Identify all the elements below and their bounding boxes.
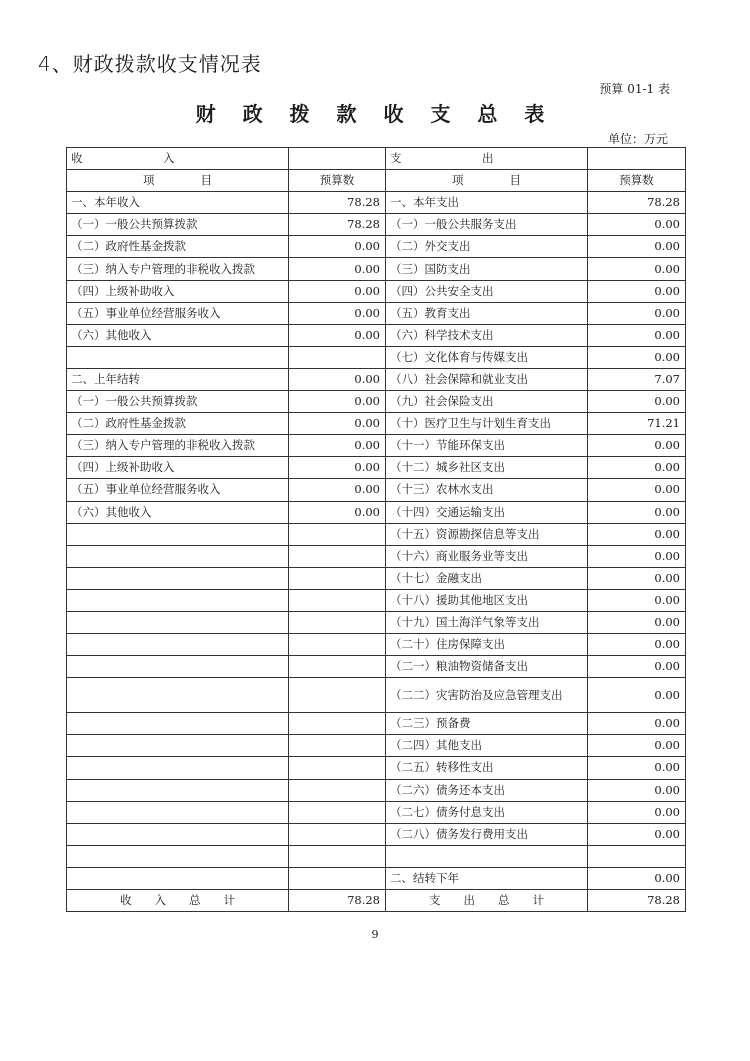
- expense-amount-cell: 0.00: [588, 779, 686, 801]
- income-amount-cell: 0.00: [289, 501, 386, 523]
- table-row: [67, 479, 686, 501]
- expense-amount-cell: 0.00: [588, 391, 686, 413]
- income-amount-cell: [289, 611, 386, 633]
- income-amount-cell: 0.00: [289, 280, 386, 302]
- expense-amount-cell: 0.00: [588, 735, 686, 757]
- budget-table-body: [67, 148, 686, 912]
- table-row: [67, 346, 686, 368]
- income-item-cell: [67, 656, 289, 678]
- table-row: [67, 413, 686, 435]
- table-row: [67, 823, 686, 845]
- income-item-cell: [67, 845, 289, 867]
- income-item-cell: [67, 634, 289, 656]
- income-amount-cell: [289, 567, 386, 589]
- income-amount-cell: [289, 713, 386, 735]
- income-item-cell: （三）纳入专户管理的非税收入拨款: [67, 435, 289, 457]
- expense-amount-cell: 0.00: [588, 757, 686, 779]
- income-item-cell: [67, 567, 289, 589]
- expense-item-cell: （二五）转移性支出: [386, 757, 588, 779]
- table-code: 预算 01-1 表: [599, 82, 670, 96]
- expense-section-header-blank: [588, 148, 686, 170]
- expense-amount-header: 预算数: [588, 170, 686, 192]
- expense-amount-cell: [588, 845, 686, 867]
- expense-item-cell: （四）公共安全支出: [386, 280, 588, 302]
- table-row: [67, 192, 686, 214]
- income-amount-cell: [289, 656, 386, 678]
- income-amount-cell: 0.00: [289, 324, 386, 346]
- expense-item-cell: （二二）灾害防治及应急管理支出: [386, 678, 588, 713]
- expense-amount-cell: 71.21: [588, 413, 686, 435]
- income-amount-cell: [289, 634, 386, 656]
- expense-amount-cell: 0.00: [588, 523, 686, 545]
- section-title: 4、财政拨款收支情况表: [38, 52, 262, 76]
- table-row: [67, 801, 686, 823]
- income-amount-cell: 0.00: [289, 435, 386, 457]
- income-item-cell: [67, 678, 289, 713]
- income-amount-cell: 0.00: [289, 413, 386, 435]
- income-item-cell: [67, 545, 289, 567]
- expense-item-cell: [386, 845, 588, 867]
- expense-amount-cell: 0.00: [588, 280, 686, 302]
- income-item-cell: [67, 611, 289, 633]
- expense-item-cell: （七）文化体育与传媒支出: [386, 346, 588, 368]
- expense-amount-cell: 0.00: [588, 545, 686, 567]
- income-item-cell: [67, 779, 289, 801]
- expense-item-cell: （六）科学技术支出: [386, 324, 588, 346]
- income-amount-cell: 0.00: [289, 258, 386, 280]
- expense-amount-cell: 0.00: [588, 656, 686, 678]
- income-amount-cell: [289, 757, 386, 779]
- expense-amount-cell: 0.00: [588, 678, 686, 713]
- income-amount-cell: 0.00: [289, 391, 386, 413]
- income-amount-cell: 78.28: [289, 214, 386, 236]
- table-row: [67, 545, 686, 567]
- table-row: [67, 567, 686, 589]
- income-item-cell: [67, 823, 289, 845]
- income-item-cell: 二、上年结转: [67, 368, 289, 390]
- expense-amount-cell: 0.00: [588, 324, 686, 346]
- income-item-cell: （二）政府性基金拨款: [67, 236, 289, 258]
- expense-item-cell: （二六）债务还本支出: [386, 779, 588, 801]
- income-item-cell: [67, 346, 289, 368]
- income-item-cell: （五）事业单位经营服务收入: [67, 479, 289, 501]
- income-amount-cell: 78.28: [289, 192, 386, 214]
- expense-amount-cell: 7.07: [588, 368, 686, 390]
- income-item-cell: 一、本年收入: [67, 192, 289, 214]
- income-total-label: 收 入 总 计: [67, 890, 289, 912]
- expense-item-cell: （三）国防支出: [386, 258, 588, 280]
- expense-item-cell: （十三）农林水支出: [386, 479, 588, 501]
- income-amount-cell: [289, 823, 386, 845]
- expense-item-cell: （二七）债务付息支出: [386, 801, 588, 823]
- expense-item-header: 项 目: [386, 170, 588, 192]
- expense-item-cell: （十七）金融支出: [386, 567, 588, 589]
- income-item-cell: （六）其他收入: [67, 501, 289, 523]
- table-row: [67, 391, 686, 413]
- expense-amount-cell: 0.00: [588, 501, 686, 523]
- budget-table: [66, 147, 686, 912]
- table-row: [67, 634, 686, 656]
- expense-total-amount: 78.28: [588, 890, 686, 912]
- income-amount-header: 预算数: [289, 170, 386, 192]
- expense-item-cell: （十九）国土海洋气象等支出: [386, 611, 588, 633]
- income-section-header-blank: [289, 148, 386, 170]
- expense-amount-cell: 0.00: [588, 801, 686, 823]
- income-item-cell: [67, 523, 289, 545]
- expense-total-label: 支 出 总 计: [386, 890, 588, 912]
- expense-item-cell: （二一）粮油物资储备支出: [386, 656, 588, 678]
- table-row: [67, 713, 686, 735]
- table-row: [67, 324, 686, 346]
- expense-amount-cell: 0.00: [588, 567, 686, 589]
- income-item-cell: [67, 735, 289, 757]
- totals-row: [67, 890, 686, 912]
- income-item-cell: （一）一般公共预算拨款: [67, 214, 289, 236]
- income-item-cell: （三）纳入专户管理的非税收入拨款: [67, 258, 289, 280]
- table-row: [67, 368, 686, 390]
- expense-item-cell: （二四）其他支出: [386, 735, 588, 757]
- income-amount-cell: [289, 779, 386, 801]
- expense-amount-cell: 0.00: [588, 479, 686, 501]
- expense-item-cell: （二）外交支出: [386, 236, 588, 258]
- income-item-cell: [67, 757, 289, 779]
- table-row: [67, 236, 686, 258]
- income-amount-cell: [289, 346, 386, 368]
- table-row: [67, 435, 686, 457]
- expense-item-cell: （二十）住房保障支出: [386, 634, 588, 656]
- expense-amount-cell: 78.28: [588, 192, 686, 214]
- income-amount-cell: [289, 523, 386, 545]
- table-row: [67, 678, 686, 713]
- header-row-columns: [67, 170, 686, 192]
- table-row: [67, 735, 686, 757]
- expense-amount-cell: 0.00: [588, 823, 686, 845]
- table-row: [67, 501, 686, 523]
- expense-item-cell: （一）一般公共服务支出: [386, 214, 588, 236]
- income-amount-cell: [289, 801, 386, 823]
- income-amount-cell: [289, 845, 386, 867]
- expense-item-cell: （二三）预备费: [386, 713, 588, 735]
- table-row: [67, 302, 686, 324]
- income-item-cell: （四）上级补助收入: [67, 280, 289, 302]
- page-title: 财 政 拨 款 收 支 总 表: [195, 102, 555, 126]
- income-amount-cell: 0.00: [289, 479, 386, 501]
- table-row: [67, 779, 686, 801]
- expense-item-cell: （十一）节能环保支出: [386, 435, 588, 457]
- income-amount-cell: [289, 867, 386, 889]
- expense-item-cell: （八）社会保障和就业支出: [386, 368, 588, 390]
- income-item-cell: （二）政府性基金拨款: [67, 413, 289, 435]
- income-section-header: 收 入: [67, 148, 289, 170]
- expense-item-cell: （二八）债务发行费用支出: [386, 823, 588, 845]
- expense-item-cell: 一、本年支出: [386, 192, 588, 214]
- table-row: [67, 457, 686, 479]
- expense-amount-cell: 0.00: [588, 611, 686, 633]
- expense-item-cell: （十五）资源勘探信息等支出: [386, 523, 588, 545]
- income-item-cell: [67, 589, 289, 611]
- income-amount-cell: 0.00: [289, 236, 386, 258]
- table-row: [67, 845, 686, 867]
- income-amount-cell: [289, 735, 386, 757]
- expense-amount-cell: 0.00: [588, 634, 686, 656]
- income-item-cell: （四）上级补助收入: [67, 457, 289, 479]
- table-row: [67, 523, 686, 545]
- income-item-cell: （六）其他收入: [67, 324, 289, 346]
- expense-item-cell: （九）社会保险支出: [386, 391, 588, 413]
- expense-amount-cell: 0.00: [588, 302, 686, 324]
- expense-item-cell: （十二）城乡社区支出: [386, 457, 588, 479]
- income-item-cell: [67, 713, 289, 735]
- expense-item-cell: （十四）交通运输支出: [386, 501, 588, 523]
- income-amount-cell: [289, 589, 386, 611]
- table-row: [67, 656, 686, 678]
- table-row: [67, 280, 686, 302]
- expense-amount-cell: 0.00: [588, 435, 686, 457]
- expense-item-cell: （十六）商业服务业等支出: [386, 545, 588, 567]
- expense-amount-cell: 0.00: [588, 214, 686, 236]
- income-item-cell: [67, 867, 289, 889]
- income-amount-cell: [289, 678, 386, 713]
- expense-item-cell: （十）医疗卫生与计划生育支出: [386, 413, 588, 435]
- expense-amount-cell: 0.00: [588, 713, 686, 735]
- expense-amount-cell: 0.00: [588, 236, 686, 258]
- income-amount-cell: 0.00: [289, 368, 386, 390]
- page-number: 9: [371, 928, 379, 941]
- income-item-header: 项 目: [67, 170, 289, 192]
- table-row: [67, 214, 686, 236]
- expense-amount-cell: 0.00: [588, 589, 686, 611]
- income-item-cell: [67, 801, 289, 823]
- table-row: [67, 867, 686, 889]
- table-row: [67, 589, 686, 611]
- table-row: [67, 258, 686, 280]
- income-amount-cell: [289, 545, 386, 567]
- expense-section-header: 支 出: [386, 148, 588, 170]
- income-amount-cell: 0.00: [289, 457, 386, 479]
- income-item-cell: （五）事业单位经营服务收入: [67, 302, 289, 324]
- expense-amount-cell: 0.00: [588, 346, 686, 368]
- expense-amount-cell: 0.00: [588, 867, 686, 889]
- expense-item-cell: 二、结转下年: [386, 867, 588, 889]
- income-amount-cell: 0.00: [289, 302, 386, 324]
- table-row: [67, 757, 686, 779]
- unit-label: 单位：万元: [607, 132, 668, 146]
- expense-item-cell: （十八）援助其他地区支出: [386, 589, 588, 611]
- income-item-cell: （一）一般公共预算拨款: [67, 391, 289, 413]
- expense-amount-cell: 0.00: [588, 457, 686, 479]
- header-row-sections: [67, 148, 686, 170]
- table-row: [67, 611, 686, 633]
- expense-amount-cell: 0.00: [588, 258, 686, 280]
- income-total-amount: 78.28: [289, 890, 386, 912]
- expense-item-cell: （五）教育支出: [386, 302, 588, 324]
